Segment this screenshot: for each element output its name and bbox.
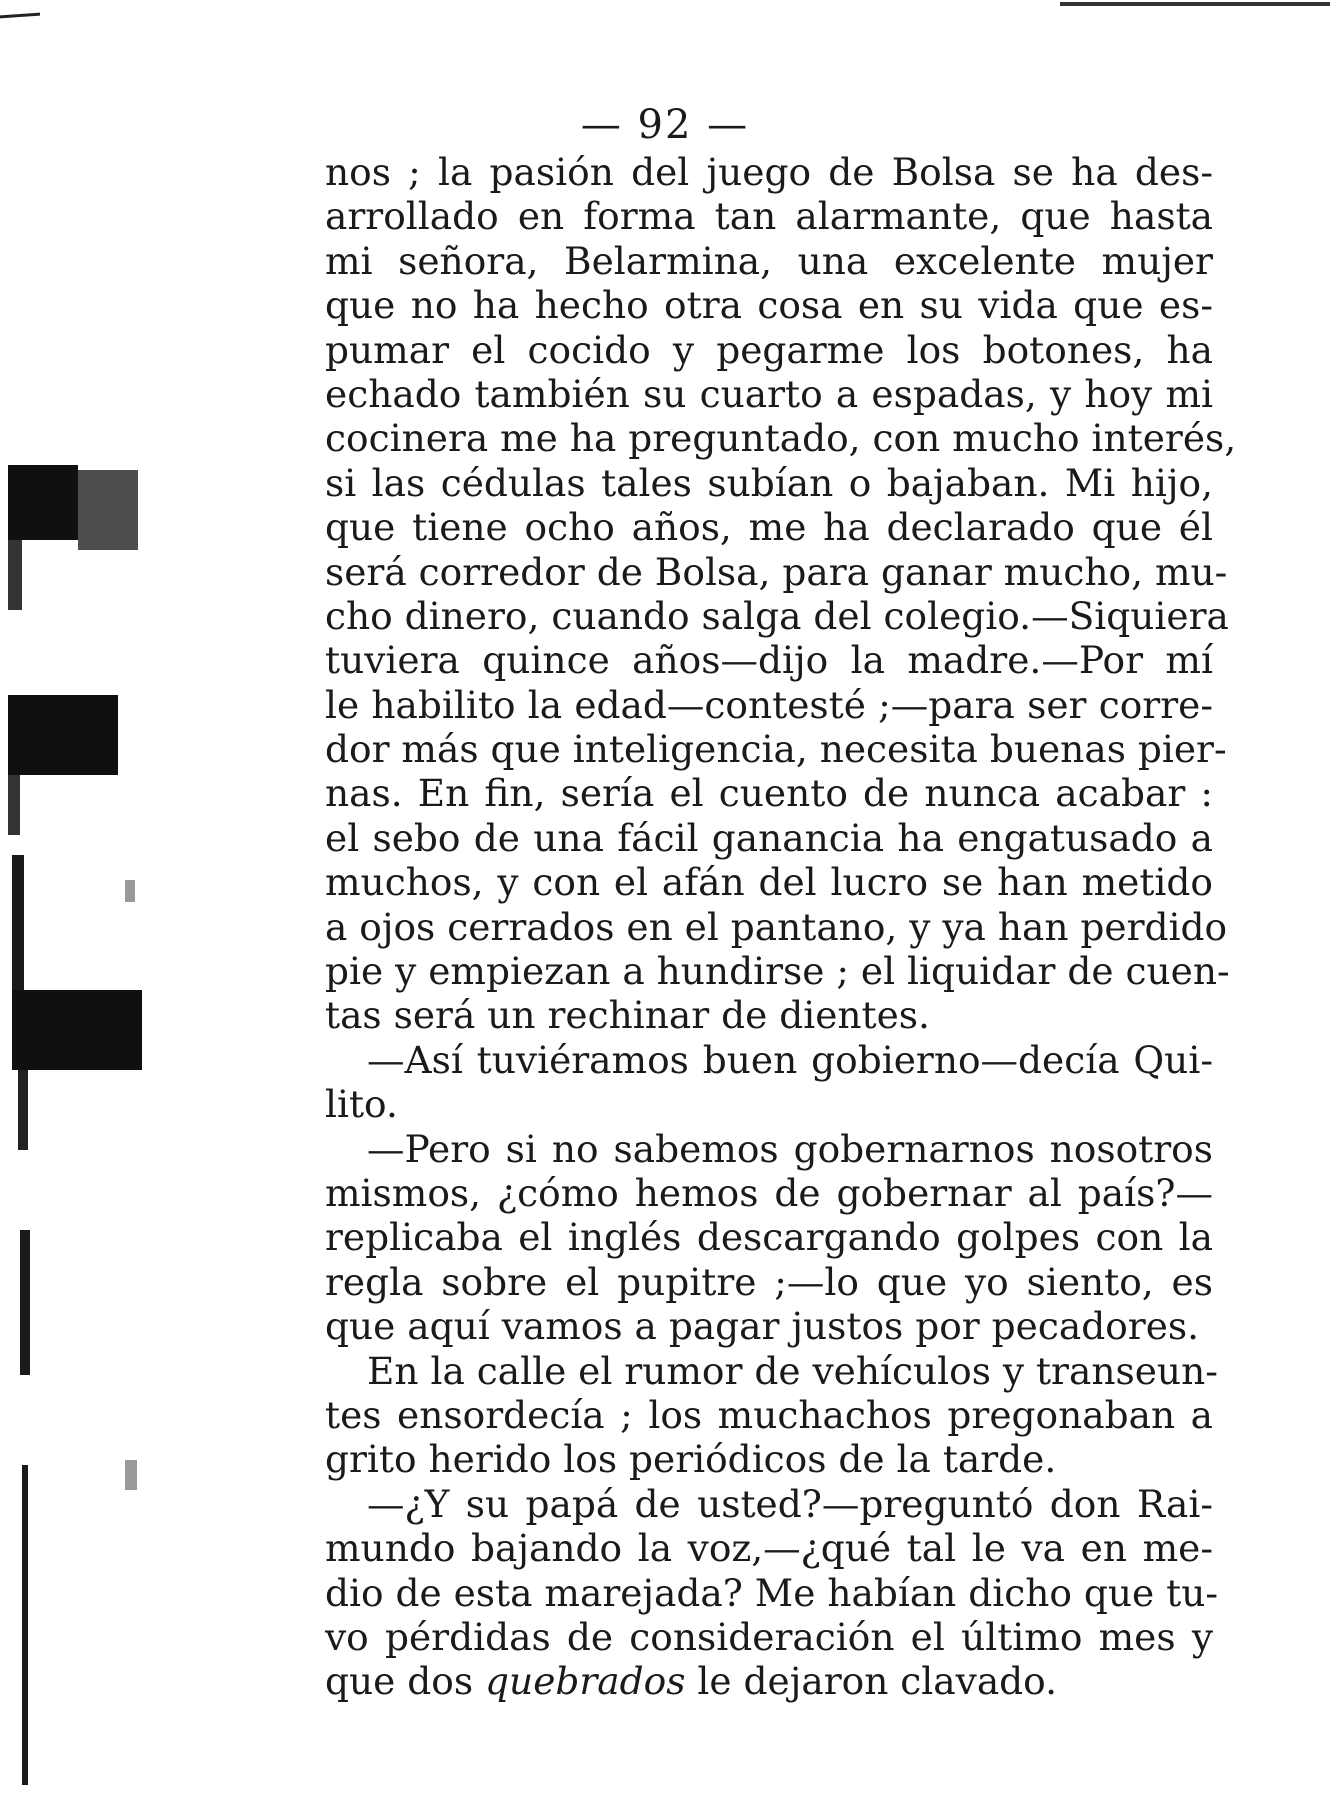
text-line: pumar el cocido y pegarme los botones, ha xyxy=(325,327,1213,372)
scan-artifact xyxy=(22,1465,28,1785)
text-line: que aquí vamos a pagar justos por pecadores. xyxy=(325,1304,1200,1349)
text-line: tas será un rechinar de dientes. xyxy=(325,993,930,1038)
scan-artifact xyxy=(125,880,135,902)
text-line: será corredor de Bolsa, para ganar mucho, mu- xyxy=(325,549,1228,594)
text-line: que no ha hecho otra cosa en su vida que es- xyxy=(325,283,1213,328)
scan-artifact xyxy=(8,540,22,610)
text-line: muchos, y con el afán del lucro se han metido xyxy=(325,860,1213,905)
text-line: pie y empiezan a hundirse ; el liquidar de cuen- xyxy=(325,949,1230,994)
text-line: arrollado en forma tan alarmante, que hasta xyxy=(325,194,1213,239)
text-line: regla sobre el pupitre ;—lo que yo siento, es xyxy=(325,1259,1213,1304)
text-line: tuviera quince años—dijo la madre.—Por mí xyxy=(325,638,1213,683)
scan-artifact xyxy=(78,470,138,550)
scan-edge-mark xyxy=(1060,2,1330,6)
text-line: echado también su cuarto a espadas, y hoy mi xyxy=(325,371,1213,416)
text-line: nas. En fin, sería el cuento de nunca acabar : xyxy=(325,771,1213,816)
page-number: — 92 — xyxy=(580,102,750,148)
scan-artifact xyxy=(8,695,118,775)
text-line xyxy=(325,1659,1213,1703)
text-line: replicaba el inglés descargando golpes con la xyxy=(325,1215,1213,1260)
text-line: lito. xyxy=(325,1082,398,1127)
text-line: le habilito la edad—contesté ;—para ser corre- xyxy=(325,682,1213,727)
text-line: En la calle el rumor de vehículos y transeun- xyxy=(367,1348,1218,1393)
text-fragment: le dejaron clavado. xyxy=(685,1659,1058,1704)
text-line: vo pérdidas de consideración el último mes y xyxy=(325,1614,1213,1659)
text-line: cocinera me ha preguntado, con mucho interés, xyxy=(325,416,1237,461)
scan-artifact xyxy=(125,1460,137,1490)
text-line: tes ensordecía ; los muchachos pregonaban a xyxy=(325,1392,1213,1437)
text-line: cho dinero, cuando salga del colegio.—Siquiera xyxy=(325,593,1229,638)
italic-term: quebrados xyxy=(485,1659,686,1704)
text-line: que tiene ocho años, me ha declarado que él xyxy=(325,505,1213,550)
text-line: —¿Y su papá de usted?—preguntó don Rai- xyxy=(367,1481,1213,1526)
text-line: dor más que inteligencia, necesita buenas pier- xyxy=(325,727,1227,772)
text-line: mi señora, Belarmina, una excelente mujer xyxy=(325,238,1213,283)
scan-artifact xyxy=(8,775,20,835)
text-line: mundo bajando la voz,—¿qué tal le va en me- xyxy=(325,1526,1213,1571)
text-line: mismos, ¿cómo hemos de gobernar al país?— xyxy=(325,1170,1213,1215)
text-line: nos ; la pasión del juego de Bolsa se ha des- xyxy=(325,150,1213,194)
scan-artifact xyxy=(18,1070,28,1150)
scan-artifact xyxy=(12,855,24,995)
scan-edge-mark xyxy=(0,13,40,19)
scan-artifact xyxy=(8,465,78,540)
text-line: el sebo de una fácil ganancia ha engatusado a xyxy=(325,815,1213,860)
text-line: grito herido los periódicos de la tarde. xyxy=(325,1437,1057,1482)
text-line: si las cédulas tales subían o bajaban. Mi hijo, xyxy=(325,460,1213,505)
text-line: —Así tuviéramos buen gobierno—decía Qui- xyxy=(367,1037,1213,1082)
body-text xyxy=(325,150,1237,1704)
text-line: dio de esta marejada? Me habían dicho que tu- xyxy=(325,1570,1219,1615)
text-line: —Pero si no sabemos gobernarnos nosotros xyxy=(367,1126,1213,1171)
text-fragment: que dos xyxy=(325,1659,486,1704)
scan-artifact xyxy=(12,990,142,1070)
scan-artifact xyxy=(20,1230,30,1375)
text-line: a ojos cerrados en el pantano, y ya han perdido xyxy=(325,904,1228,949)
